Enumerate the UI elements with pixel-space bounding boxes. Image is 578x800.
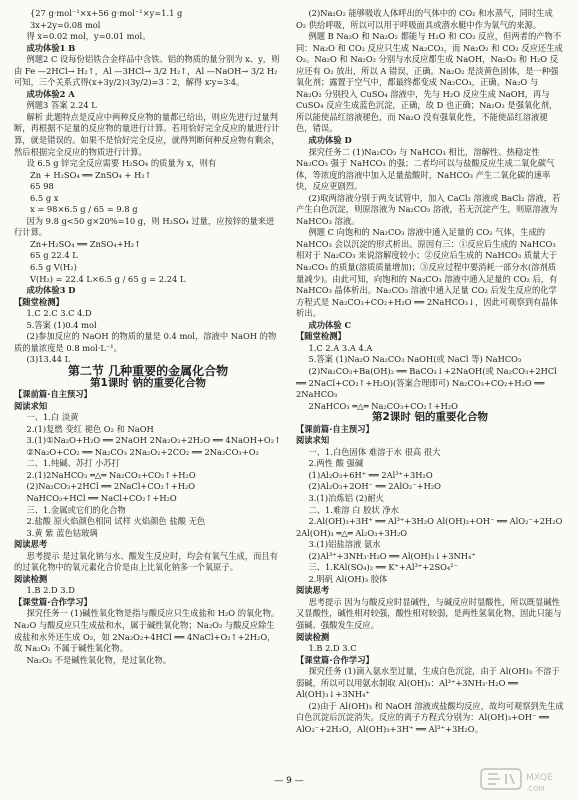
text-line: (2)Na₂CO₃+2HCl ══ 2NaCl+CO₂↑+H₂O [26,481,196,492]
text-line: 解析 此题特点是反应中两种反应物的量都已给出，则应先进行过量判断，再根据不足量的反应物的量进行计算。若用恰好完全反应的量进行计算，就是错误的。如果不是恰好完全反应，就得判断何种反应物有剩余，然后根据完全反应的物质进行计算。 [14,111,280,157]
text-line: 2.Al(OH)₃+3H⁺ ══ Al³⁺+3H₂O Al(OH)₃+OH⁻ ══ AlO₂⁻+2H₂O 2Al(OH)₃ ═△═ Al₂O₃+3H₂O [296,516,563,538]
text-line: 一、1.白色固体 难溶于水 很高 很大 [308,446,441,457]
text-line: 因为 9.8 g<50 g×20%=10 g，则 H₂SO₄ 过量，应按锌的量来进行计算。 [14,215,275,238]
text-line: 5.答案 (1)Na₂O Na₂CO₃ NaOH(或 NaCl 等) NaHCO₃ [308,354,522,365]
text-line: (2)Na₂O₂ 能够吸收人体呼出的气体中的 CO₂ 和水蒸气，同时生成 O₂ 供给呼吸，所以可以用于呼吸面具或潜水艇中作为氧气的来源。 [296,8,553,30]
text-line: 探究任务一 (1)碱性氧化物是指与酸反应只生成盐和 H₂O 的氧化物。Na₂O 与酸反应只生成盐和水，属于碱性氧化物；Na₂O₂ 与酸反应除生成盐和水外还生成 O₂，如 2Na₂O₂+4HCl ══ 4NaCl+O₂↑+2H₂O，故 Na₂O₂ 不属于碱性氧化物。 [14,608,280,654]
text-line: 2.明矾 Al(OH)₃ 胶体 [308,573,388,584]
section-heading: 【课堂篇·合作学习】 [14,596,92,607]
text-line: 一、1.白 淡黄 [26,412,79,423]
text-line: 成功体验 D [308,135,352,146]
svg-text:MXQE: MXQE [526,773,553,783]
text-line: 65 g 22.4 L [30,250,78,261]
text-line: V(H₂) = 22.4 L×6.5 g / 65 g = 2.24 L [30,273,186,284]
lesson-heading: 第2课时 铝的重要化合物 [372,411,488,424]
text-line: 3x+2y=0.08 mol [30,19,101,30]
text-line: 2.两性 酸 强碱 [308,458,364,469]
chapter-heading: 第二节 几种重要的金属化合物 [67,363,229,378]
watermark-logo [480,766,572,796]
text-line: 3.黄 紫 蓝色钴玻璃 [26,527,98,538]
text-line: 设 6.5 g 锌完全反应需要 H₂SO₄ 的质量为 x，则有 [26,158,217,169]
subheading: 阅读求知 [296,435,330,446]
text-line: NaHCO₃+HCl ══ NaCl+CO₂↑+H₂O [26,492,177,503]
text-line: 5.答案 (1)0.4 mol [26,319,97,330]
subheading: 阅读求知 [14,400,48,411]
text-line: 2.(1)复燃 变红 褪色 O₂ 和 NaOH [26,423,154,434]
text-line: (1)Al₂O₃+6H⁺ ══ 2Al³⁺+3H₂O [308,469,433,480]
subheading: 阅读检测 [14,573,48,584]
text-line: 例题 B Na₂O 和 Na₂O₂ 都能与 H₂O 和 CO₂ 反应，但两者的产物不同：Na₂O 和 CO₂ 反应只生成 Na₂CO₃，而 Na₂O₂ 和 CO₂ 反应还生成 O₂。Na₂O 和 Na₂O₂ 分别与水反应都生成 NaOH，Na₂O₂ 和 H₂O 反应还有 O₂ 放出，所以 A 错误，正确。Na₂O₂ 是淡黄色固体，是一种强氧化剂；露置于空气中，都最终都变成 Na₂CO₃，正确。Na₂O 与 Na₂O₂ 分别投入 CuSO₄ 溶液中，先与 H₂O 反应生成 NaOH，再与 CuSO₄ 反应生成蓝色沉淀，正确，故 D 也正确；Na₂O₂ 是强氧化剂，所以能使品红溶液褪色，而 Na₂O 没有强氧化性，不能使品红溶液褪色，错误。 [296,31,563,134]
text-line: 65 98 [30,181,54,192]
right-column [296,8,564,778]
subheading: 阅读思考 [14,539,48,550]
text-line: (2)Na₂CO₃+Ba(OH)₂ ══ BaCO₃↓+2NaOH(或 Na₂CO₃+2HCl ══ 2NaCl+CO₂↑+H₂O)(答案合理即可) Na₂CO₃+CO₂+H₂O ══ 2NaHCO₃ [296,365,557,400]
section-heading: 【课前篇·自主预习】 [296,423,374,434]
text-line: Zn + H₂SO₄ ══ ZnSO₄ + H₂↑ [30,169,152,180]
text-line: 探究任务 (1)滴入氨水至过量，生成白色沉淀，由于 Al(OH)₃ 不溶于弱碱，所以可以用氨水制取 Al(OH)₃：Al³⁺+3NH₃·H₂O ══ Al(OH)₃↓+3NH₄⁺ [296,666,560,700]
text-line: 1.C 2.A 3.A 4.A [308,342,373,353]
section-heading: 【随堂检测】 [14,296,64,307]
text-line: 三、1.KAl(SO₄)₂ ══ K⁺+Al³⁺+2SO₄²⁻ [308,562,458,573]
text-line: 二、1.纯碱、苏打 小苏打 [26,458,120,469]
text-line: 成功体验3 D [26,285,76,296]
text-line: (3)13.44 L [26,354,71,365]
svg-text:.COM: .COM [526,785,545,793]
section-heading: 【课前篇·自主预习】 [14,389,92,400]
text-line: 1.B 2.D 3.C [308,643,357,654]
text-line: (2)参加反应的 NaOH 的物质的量是 0.4 mol，溶液中 NaOH 的物质的量浓度是 0.8 mol·L⁻¹。 [14,331,277,353]
text-line: (2)Al³⁺+3NH₃·H₂O ══ Al(OH)₃↓+3NH₄⁺ [308,550,476,561]
section-heading: 【随堂检测】 [296,331,346,342]
text-line: 1.B 2.D 3.D [26,585,75,596]
text-line: (2)Al₂O₃+2OH⁻ ══ 2AlO₂⁻+H₂O [308,481,441,492]
text-line: 2.盐酸 原火焰颜色相同 试样 火焰颜色 盐酸 无色 [26,516,206,527]
text-line: 3.(1)冶炼铝 (2)耐火 [308,492,384,503]
text-line: 6.5 g V(H₂) [30,262,77,273]
text-line: 例题3 答案 2.24 L [26,100,97,111]
text-line: 例题 C 向饱和的 Na₂CO₃ 溶液中通入足量的 CO₂ 气体，生成的 NaHCO₃ 会以沉淀的形式析出。原因有三：①反应后生成的 NaHCO₃ 相对于 Na₂CO₃ 来说溶解度较小；②反应后生成的 NaHCO₃ 质量大于 Na₂CO₃ 的质量(溶质质量增加)；③反应过程中要消耗一部分水(溶剂质量减少)。由此可知，向饱和的 Na₂CO₃ 溶液中通入足量的 CO₂ 后，有 NaHCO₃ 晶体析出。Na₂CO₃ 溶液中通入足量 CO₂ 后发生反应的化学方程式是 Na₂CO₃+CO₂+H₂O ══ 2NaHCO₃↓，因此可观察到有晶体析出。 [296,227,558,319]
left-column [14,8,282,778]
lesson-heading: 第1课时 钠的重要化合物 [90,376,206,389]
text-line: {27 g·mol⁻¹×x+56 g·mol⁻¹×y=1.1 g [30,8,183,18]
text-line: 成功体验1 B [26,42,76,53]
text-line: 思考提示 是过氧化钠与水、酸发生反应时，均会有氧气生成，而且有的过氧化物中的氧元素化合价是由上比氧化钠多一个氧原子。 [14,550,278,573]
text-line: 6.5 g x [30,192,59,203]
text-line: ②Na₂O+CO₂ ══ Na₂CO₃ 2Na₂O₂+2CO₂ ══ 2Na₂CO₃+O₂ [26,446,259,457]
text-line: 2.(1)2NaHCO₃ ═△═ Na₂CO₃+CO₂↑+H₂O [26,469,196,480]
text-line: 1.C 2.C 3.C 4.D [26,308,92,319]
text-line: 成功体验2 A [26,88,75,99]
text-line: 2NaHCO₃ ═△═ Na₂CO₃+CO₂↑+H₂O [308,400,458,411]
text-line: 思考提示 因为与酸反应时显碱性，与碱反应时显酸性，所以既显碱性又显酸性，碱性相对较强，酸性相对较弱，是两性氢氧化物，因此只能与强碱、强酸发生反应。 [296,596,562,630]
subheading: 阅读检测 [296,631,330,642]
text-line: 三、1.金属或它们的化合物 [26,504,126,515]
text-line: 3.(1)①Na₂O+H₂O ══ 2NaOH 2Na₂O₂+2H₂O ══ 4NaOH+O₂↑ [26,435,281,446]
page-body [14,8,564,778]
page-number: — 9 — [274,776,304,786]
text-line: (2)由于 Al(OH)₃ 和 NaOH 溶液或盐酸均反应，故均可观察到先生成白色沉淀后沉淀消失。反应的离子方程式分别为：Al(OH)₃+OH⁻ ══ AlO₂⁻+2H₂O，Al(OH)₃+3H⁺ ══ Al³⁺+3H₂O。 [296,700,564,734]
subheading: 阅读思考 [296,585,330,596]
text-line: x = 98×6.5 g / 65 = 9.8 g [30,204,138,215]
text-line: Zn+H₂SO₄ ══ ZnSO₄+H₂↑ [30,238,142,249]
text-line: (2)取两溶液分别于两支试管中，加入 CaCl₂ 溶液或 BaCl₂ 溶液，若产生白色沉淀，则原溶液为 Na₂CO₃ 溶液，若无沉淀产生，则原溶液为 NaHCO₃ 溶液。 [296,192,561,226]
text-line: 例题2 C 设每份铝铁合金样品中含铁、铝的物质的量分别为 x、y，则由 Fe —2HCl→ H₂↑，Al —3HCl→ 3/2 H₂↑，Al —NaOH→ 3/2 H₂ 可知，三个关系式得(x+3y/2)∶(3y/2)=3∶2，解得 x∶y=3∶4。 [14,54,280,88]
text-line: 成功体验 C [308,319,352,330]
text-line: 二、1.难溶 白 胶状 净水 [308,504,399,515]
section-heading: 【课堂篇·合作学习】 [296,654,374,665]
text-line: 得 x=0.02 mol，y=0.01 mol。 [26,31,151,42]
text-line: 3.(1)铝盐溶液 氨水 [308,539,381,550]
text-line: Na₂O₂ 不是碱性氧化物，是过氧化物。 [26,654,171,665]
text-line: 探究任务二 (1)Na₂CO₃ 与 NaHCO₃ 相比，溶解性、热稳定性 Na₂CO₃ 强于 NaHCO₃ 的强；二者均可以与盐酸反应生成二氧化碳气体，等浓度的溶液中加入足量盐酸时，NaHCO₃ 产生二氧化碳的速率快，反应更剧烈。 [296,146,555,192]
